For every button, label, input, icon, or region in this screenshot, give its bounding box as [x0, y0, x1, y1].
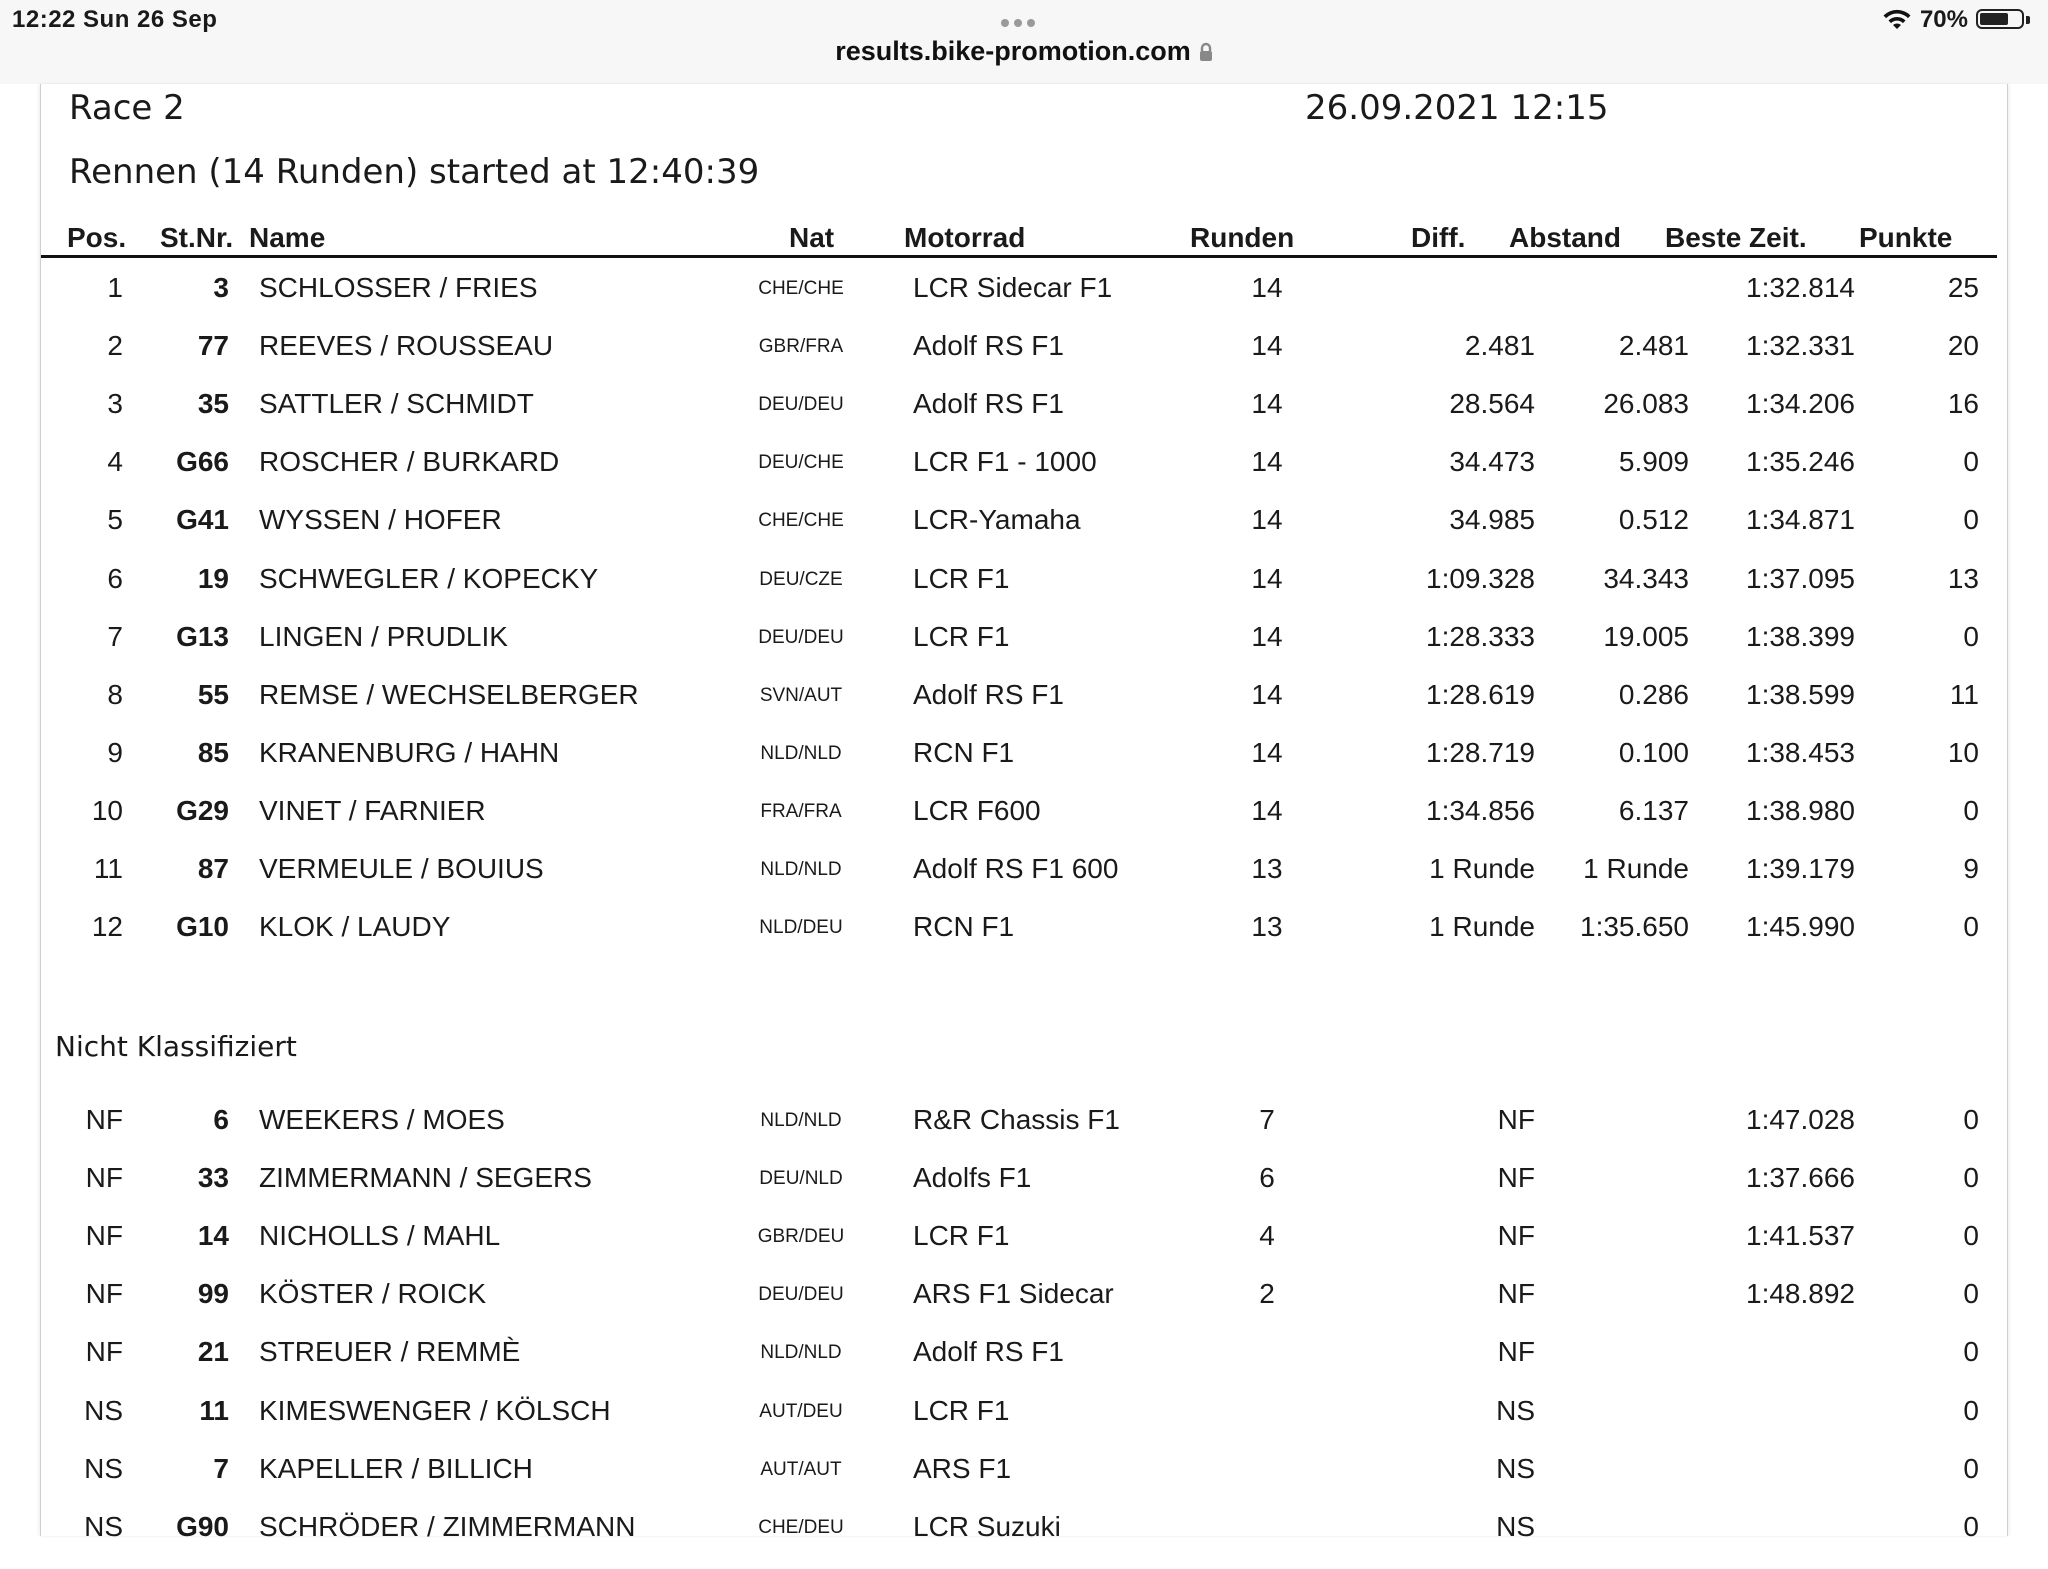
cell-runden: 14: [1251, 620, 1283, 652]
cell-pos: 8: [107, 678, 123, 710]
cell-beste-zeit: 1:37.666: [1746, 1162, 1855, 1194]
cell-nationality: GBR/DEU: [757, 1226, 845, 1248]
cell-motorrad: ARS F1 Sidecar: [913, 1278, 1114, 1310]
cell-diff: 1:09.328: [1426, 562, 1535, 594]
more-dots-icon[interactable]: [1001, 19, 1035, 27]
header-rule: [41, 255, 1997, 258]
cell-punkte: 0: [1963, 1394, 1979, 1426]
race-title: Race 2: [69, 88, 185, 128]
cell-name: SATTLER / SCHMIDT: [259, 388, 534, 420]
table-row: [41, 737, 2007, 795]
cell-name: ROSCHER / BURKARD: [259, 446, 560, 478]
cell-name: KIMESWENGER / KÖLSCH: [259, 1394, 611, 1426]
cell-runden: 14: [1251, 446, 1283, 478]
cell-motorrad: Adolf RS F1: [913, 1336, 1064, 1368]
cell-runden: 13: [1251, 911, 1283, 943]
table-row: [41, 272, 2007, 330]
battery-percent: 70%: [1919, 6, 1968, 33]
cell-punkte: 10: [1947, 736, 1979, 768]
cell-punkte: 25: [1947, 272, 1979, 303]
cell-motorrad: LCR Suzuki: [913, 1510, 1061, 1542]
cell-diff: NF: [1497, 1336, 1535, 1368]
cell-pos: NS: [84, 1394, 123, 1426]
cell-punkte: 0: [1963, 620, 1979, 652]
cell-diff: 34.985: [1449, 504, 1535, 536]
cell-punkte: 0: [1963, 1162, 1979, 1194]
table-row: [41, 1336, 2007, 1394]
cell-nationality: DEU/DEU: [758, 626, 844, 648]
cell-diff: NF: [1497, 1220, 1535, 1252]
cell-nationality: DEU/NLD: [759, 1168, 843, 1190]
cell-nationality: NLD/DEU: [759, 917, 843, 939]
cell-nationality: AUT/DEU: [759, 1400, 843, 1422]
cell-diff: NF: [1497, 1162, 1535, 1194]
cell-beste-zeit: 1:38.399: [1746, 620, 1855, 652]
cell-name: KÖSTER / ROICK: [259, 1278, 487, 1310]
cell-motorrad: RCN F1: [913, 736, 1015, 768]
cell-name: WYSSEN / HOFER: [259, 504, 502, 536]
table-row: [41, 388, 2007, 446]
cell-name: SCHLOSSER / FRIES: [259, 272, 538, 303]
col-header-abstand: Abstand: [1509, 222, 1621, 253]
cell-start-number: 19: [197, 562, 229, 594]
cell-start-number: 35: [197, 388, 229, 420]
cell-punkte: 0: [1963, 1104, 1979, 1135]
cell-punkte: 0: [1963, 1510, 1979, 1542]
table-row: [41, 679, 2007, 737]
cell-name: VERMEULE / BOUIUS: [259, 853, 544, 884]
cell-nationality: GBR/FRA: [758, 336, 844, 358]
cell-runden: 14: [1251, 678, 1283, 710]
cell-abstand: 2.481: [1618, 330, 1689, 362]
cell-pos: NS: [84, 1452, 123, 1484]
cell-nationality: DEU/CHE: [758, 452, 844, 474]
cell-pos: 2: [107, 330, 123, 362]
cell-beste-zeit: 1:47.028: [1746, 1104, 1855, 1135]
cell-runden: 14: [1251, 330, 1283, 362]
cell-diff: 28.564: [1449, 388, 1535, 420]
cell-start-number: 6: [213, 1104, 229, 1135]
cell-punkte: 0: [1963, 1452, 1979, 1484]
cell-pos: 10: [91, 794, 123, 826]
cell-diff: NS: [1496, 1394, 1535, 1426]
cell-punkte: 0: [1963, 1336, 1979, 1368]
cell-start-number: 77: [197, 330, 229, 362]
cell-punkte: 16: [1947, 388, 1979, 420]
cell-name: KLOK / LAUDY: [259, 911, 451, 943]
cell-beste-zeit: 1:41.537: [1746, 1220, 1855, 1252]
cell-start-number: G90: [176, 1510, 229, 1542]
cell-pos: 9: [107, 736, 123, 768]
cell-pos: NF: [85, 1278, 123, 1310]
table-row: [41, 446, 2007, 504]
cell-motorrad: LCR F1: [913, 620, 1010, 652]
cell-runden: 4: [1259, 1220, 1275, 1252]
results-document: [40, 84, 2008, 1542]
cell-abstand: 6.137: [1618, 794, 1689, 826]
col-header-nr: St.Nr.: [160, 222, 234, 253]
cell-nationality: NLD/NLD: [760, 1342, 842, 1364]
cell-name: KRANENBURG / HAHN: [259, 736, 560, 768]
cell-motorrad: Adolf RS F1 600: [913, 853, 1119, 884]
table-row: [41, 795, 2007, 853]
cell-punkte: 13: [1947, 562, 1979, 594]
cell-name: ZIMMERMANN / SEGERS: [259, 1162, 592, 1194]
col-header-punkte: Punkte: [1859, 222, 1953, 253]
cell-beste-zeit: 1:38.453: [1746, 736, 1855, 768]
table-row: [41, 1395, 2007, 1453]
cell-motorrad: Adolf RS F1: [913, 678, 1064, 710]
cell-pos: NF: [85, 1336, 123, 1368]
cell-diff: 1:28.333: [1426, 620, 1535, 652]
table-row: [41, 1220, 2007, 1278]
cell-nationality: DEU/DEU: [758, 394, 844, 416]
col-header-motorrad: Motorrad: [904, 222, 1026, 253]
status-time-date: 12:22 Sun 26 Sep: [12, 6, 218, 33]
cell-motorrad: LCR F1: [913, 1220, 1010, 1252]
table-row: [41, 1453, 2007, 1511]
table-row: [41, 1104, 2007, 1162]
cell-abstand: 26.083: [1603, 388, 1689, 420]
col-header-diff: Diff.: [1411, 222, 1466, 253]
cell-diff: 2.481: [1464, 330, 1535, 362]
cell-abstand: 5.909: [1618, 446, 1689, 478]
cell-diff: NF: [1497, 1104, 1535, 1135]
cell-pos: 4: [107, 446, 123, 478]
cell-start-number: G29: [176, 794, 229, 826]
cell-pos: 11: [93, 853, 123, 884]
cell-motorrad: LCR F600: [913, 794, 1041, 826]
cell-name: LINGEN / PRUDLIK: [259, 620, 508, 652]
cell-pos: 1: [107, 272, 123, 303]
cell-beste-zeit: 1:38.599: [1746, 678, 1855, 710]
cell-beste-zeit: 1:48.892: [1746, 1278, 1855, 1310]
cell-motorrad: LCR-Yamaha: [913, 504, 1081, 536]
cell-start-number: G41: [176, 504, 229, 536]
cell-start-number: G13: [176, 620, 229, 652]
cell-beste-zeit: 1:32.331: [1746, 330, 1855, 362]
cell-diff: 1 Runde: [1429, 853, 1535, 884]
cell-start-number: 99: [197, 1278, 229, 1310]
cell-name: NICHOLLS / MAHL: [259, 1220, 501, 1252]
cell-name: VINET / FARNIER: [259, 794, 486, 826]
table-row: [41, 1162, 2007, 1220]
race-start-info: Rennen (14 Runden) started at 12:40:39: [69, 152, 760, 192]
cell-runden: 14: [1251, 272, 1283, 303]
cell-nationality: CHE/CHE: [758, 278, 844, 299]
cell-start-number: 33: [197, 1162, 229, 1194]
status-right: [1882, 6, 2034, 34]
table-row: [41, 563, 2007, 621]
race-datetime: 26.09.2021 12:15: [1305, 88, 1609, 128]
cell-nationality: NLD/NLD: [760, 859, 842, 880]
cell-nationality: DEU/DEU: [758, 1284, 844, 1306]
cell-start-number: 3: [213, 272, 229, 303]
lock-icon: [1199, 42, 1213, 62]
cell-punkte: 11: [1949, 678, 1979, 710]
cell-punkte: 0: [1963, 1278, 1979, 1310]
cell-beste-zeit: 1:34.871: [1746, 504, 1855, 536]
cell-pos: 5: [107, 504, 123, 536]
cell-abstand: 1:35.650: [1580, 911, 1689, 943]
table-row: [41, 853, 2007, 911]
cell-start-number: 11: [199, 1394, 229, 1426]
cell-motorrad: Adolf RS F1: [913, 388, 1064, 420]
cell-motorrad: Adolfs F1: [913, 1162, 1032, 1194]
table-row: [41, 911, 2007, 969]
cell-motorrad: LCR F1 - 1000: [913, 446, 1097, 478]
cell-punkte: 0: [1963, 911, 1979, 943]
cell-beste-zeit: 1:45.990: [1746, 911, 1855, 943]
cell-punkte: 0: [1963, 504, 1979, 536]
col-header-beste-zeit: Beste Zeit.: [1665, 222, 1807, 253]
cell-diff: 1:34.856: [1426, 794, 1535, 826]
cell-start-number: 55: [197, 678, 229, 710]
cell-nationality: AUT/AUT: [760, 1458, 842, 1480]
cell-runden: 14: [1251, 794, 1283, 826]
cell-nationality: NLD/NLD: [760, 1110, 842, 1131]
cell-pos: NF: [85, 1220, 123, 1252]
cell-nationality: FRA/FRA: [760, 800, 842, 822]
cell-pos: 12: [91, 911, 123, 943]
cell-name: WEEKERS / MOES: [259, 1104, 505, 1135]
cell-pos: 7: [107, 620, 123, 652]
table-row: [41, 1278, 2007, 1336]
cell-motorrad: LCR F1: [913, 562, 1010, 594]
cell-abstand: 0.100: [1618, 736, 1689, 768]
status-bar: [0, 0, 2048, 84]
cell-diff: 34.473: [1449, 446, 1535, 478]
cell-diff: NF: [1497, 1278, 1535, 1310]
cell-start-number: G10: [176, 911, 229, 943]
cell-pos: NF: [85, 1104, 123, 1135]
url-text: results.bike-promotion.com: [835, 36, 1191, 66]
cell-beste-zeit: 1:37.095: [1746, 562, 1855, 594]
cell-diff: 1:28.619: [1426, 678, 1535, 710]
cell-punkte: 20: [1947, 330, 1979, 362]
cell-punkte: 0: [1963, 794, 1979, 826]
cell-abstand: 34.343: [1603, 562, 1689, 594]
cell-abstand: 1 Runde: [1583, 853, 1689, 884]
cell-name: SCHWEGLER / KOPECKY: [259, 562, 599, 594]
cell-name: REMSE / WECHSELBERGER: [259, 678, 639, 710]
cell-diff: NS: [1496, 1452, 1535, 1484]
cell-runden: 14: [1251, 562, 1283, 594]
col-header-name: Name: [249, 222, 326, 253]
cell-pos: 6: [107, 562, 123, 594]
cell-name: KAPELLER / BILLICH: [259, 1452, 533, 1484]
cell-pos: 3: [107, 388, 123, 420]
not-classified-title: Nicht Klassifiziert: [55, 1030, 297, 1063]
cell-punkte: 9: [1963, 853, 1979, 884]
cell-motorrad: R&R Chassis F1: [913, 1104, 1120, 1135]
cell-name: REEVES / ROUSSEAU: [259, 330, 554, 362]
cell-diff: 1:28.719: [1426, 736, 1535, 768]
cell-beste-zeit: 1:32.814: [1746, 272, 1855, 303]
table-row: [41, 330, 2007, 388]
cell-beste-zeit: 1:39.179: [1746, 853, 1855, 884]
cell-runden: 14: [1251, 388, 1283, 420]
cell-diff: 1 Runde: [1429, 911, 1535, 943]
cell-runden: 2: [1259, 1278, 1275, 1310]
cell-nationality: SVN/AUT: [759, 684, 843, 706]
table-row: [41, 504, 2007, 562]
cell-beste-zeit: 1:38.980: [1746, 794, 1855, 826]
cell-diff: NS: [1496, 1510, 1535, 1542]
wifi-icon: [1882, 9, 1912, 31]
cell-start-number: G66: [176, 446, 229, 478]
cell-runden: 14: [1251, 504, 1283, 536]
cell-nationality: DEU/CZE: [759, 568, 843, 590]
cell-runden: 13: [1251, 853, 1283, 884]
cell-name: STREUER / REMMÈ: [259, 1336, 521, 1368]
cell-nationality: NLD/NLD: [760, 742, 842, 764]
cell-nationality: CHE/DEU: [758, 1516, 844, 1538]
cell-runden: 6: [1259, 1162, 1275, 1194]
cell-start-number: 85: [197, 736, 229, 768]
cell-punkte: 0: [1963, 1220, 1979, 1252]
table-row: [41, 1511, 2007, 1569]
cell-pos: NF: [85, 1162, 123, 1194]
cell-motorrad: LCR F1: [913, 1394, 1010, 1426]
cell-motorrad: ARS F1: [913, 1452, 1012, 1484]
cell-start-number: 14: [197, 1220, 229, 1252]
cell-pos: NS: [84, 1510, 123, 1542]
cell-abstand: 19.005: [1603, 620, 1689, 652]
cell-nationality: CHE/CHE: [758, 510, 844, 532]
cell-name: SCHRÖDER / ZIMMERMANN: [259, 1510, 636, 1542]
table-row: [41, 621, 2007, 679]
cell-motorrad: Adolf RS F1: [913, 330, 1064, 362]
cell-start-number: 21: [197, 1336, 229, 1368]
cell-beste-zeit: 1:34.206: [1746, 388, 1855, 420]
cell-motorrad: LCR Sidecar F1: [913, 272, 1113, 303]
col-header-runden: Runden: [1190, 222, 1295, 253]
cell-beste-zeit: 1:35.246: [1746, 446, 1855, 478]
cell-runden: 7: [1259, 1104, 1275, 1135]
cell-motorrad: RCN F1: [913, 911, 1015, 943]
cell-punkte: 0: [1963, 446, 1979, 478]
cell-start-number: 87: [197, 853, 229, 884]
cell-abstand: 0.286: [1618, 678, 1689, 710]
col-header-pos: Pos.: [67, 222, 127, 253]
cell-start-number: 7: [213, 1452, 229, 1484]
address-bar[interactable]: [0, 36, 2048, 67]
col-header-nat: Nat: [789, 222, 835, 253]
cell-runden: 14: [1251, 736, 1283, 768]
cell-abstand: 0.512: [1618, 504, 1689, 536]
battery-icon: [1976, 7, 2034, 33]
